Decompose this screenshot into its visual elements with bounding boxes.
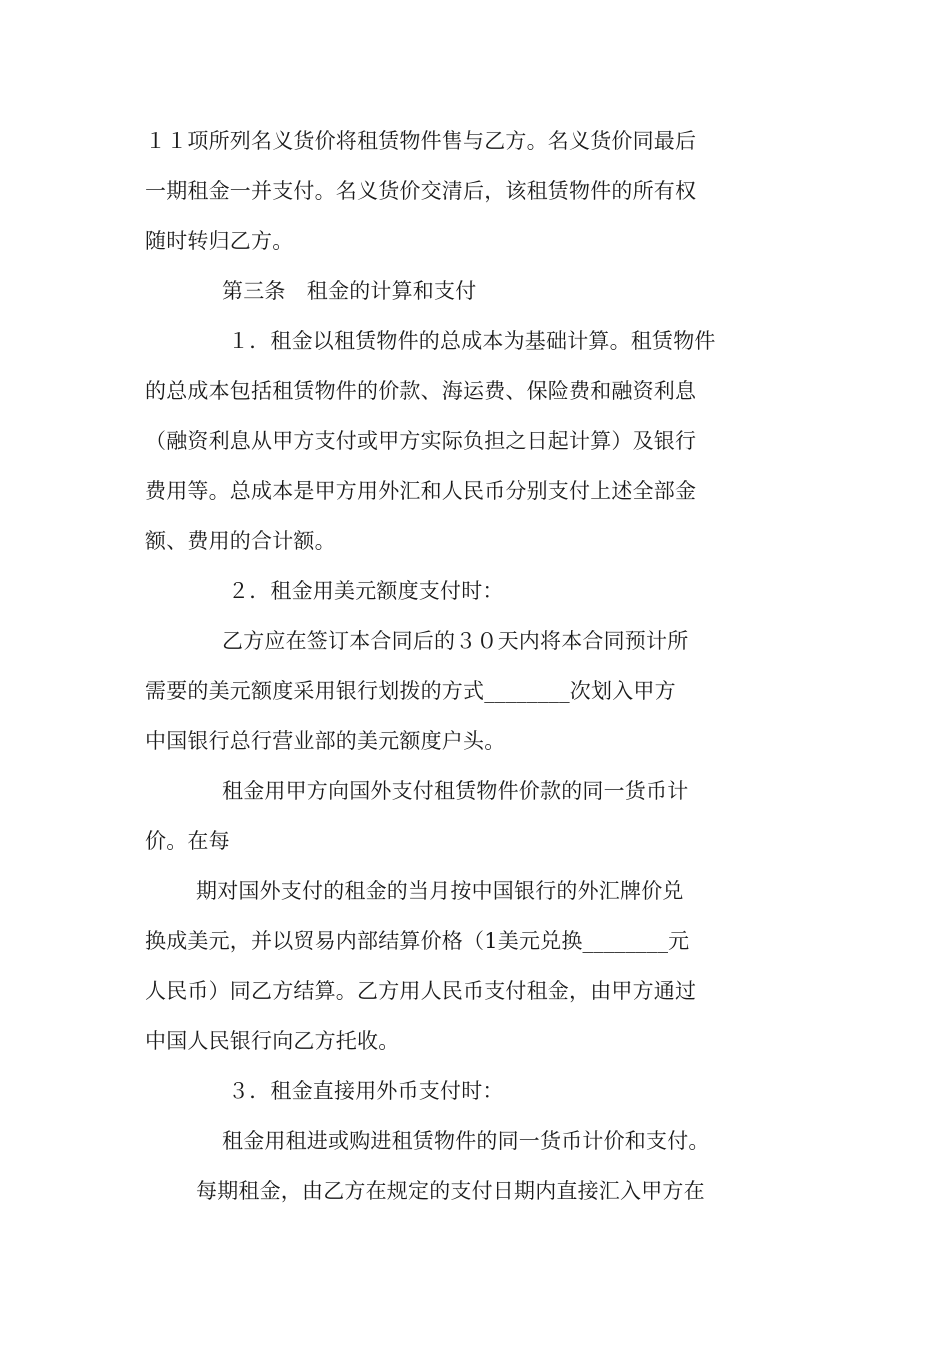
paragraph-line: 的总成本包括租赁物件的价款、海运费、保险费和融资利息 xyxy=(145,379,697,403)
paragraph-line: 费用等。总成本是甲方用外汇和人民币分别支付上述全部金 xyxy=(145,479,697,503)
paragraph-line: ２．租金用美元额度支付时： xyxy=(228,579,504,603)
paragraph-line: 随时转归乙方。 xyxy=(145,229,294,253)
paragraph-line: ３．租金直接用外币支付时： xyxy=(228,1079,504,1103)
paragraph-line: 换成美元，并以贸易内部结算价格（1美元兑换________元 xyxy=(145,929,690,953)
paragraph-line: 租金用甲方向国外支付租赁物件价款的同一货币计 xyxy=(222,779,689,803)
paragraph-line: 中国银行总行营业部的美元额度户头。 xyxy=(145,729,506,753)
paragraph-line: 需要的美元额度采用银行划拨的方式________次划入甲方 xyxy=(145,679,676,703)
paragraph-line: 期对国外支付的租金的当月按中国银行的外汇牌价兑 xyxy=(196,879,684,903)
paragraph-line: 租金用租进或购进租赁物件的同一货币计价和支付。 xyxy=(222,1129,710,1153)
paragraph-line: 人民币）同乙方结算。乙方用人民币支付租金，由甲方通过 xyxy=(145,979,697,1003)
paragraph-line: １．租金以租赁物件的总成本为基础计算。租赁物件 xyxy=(228,329,716,353)
paragraph-line: 中国人民银行向乙方托收。 xyxy=(145,1029,400,1053)
paragraph-line: （融资利息从甲方支付或甲方实际负担之日起计算）及银行 xyxy=(145,429,697,453)
paragraph-line: 乙方应在签订本合同后的３０天内将本合同预计所 xyxy=(222,629,689,653)
paragraph-line: 一期租金一并支付。名义货价交清后，该租赁物件的所有权 xyxy=(145,179,697,203)
paragraph-line: 价。在每 xyxy=(145,829,230,853)
paragraph-line: 每期租金，由乙方在规定的支付日期内直接汇入甲方在 xyxy=(196,1179,705,1203)
section-heading: 第三条 租金的计算和支付 xyxy=(222,279,477,303)
paragraph-line: １１项所列名义货价将租赁物件售与乙方。名义货价同最后 xyxy=(145,129,697,153)
paragraph-line: 额、费用的合计额。 xyxy=(145,529,336,553)
